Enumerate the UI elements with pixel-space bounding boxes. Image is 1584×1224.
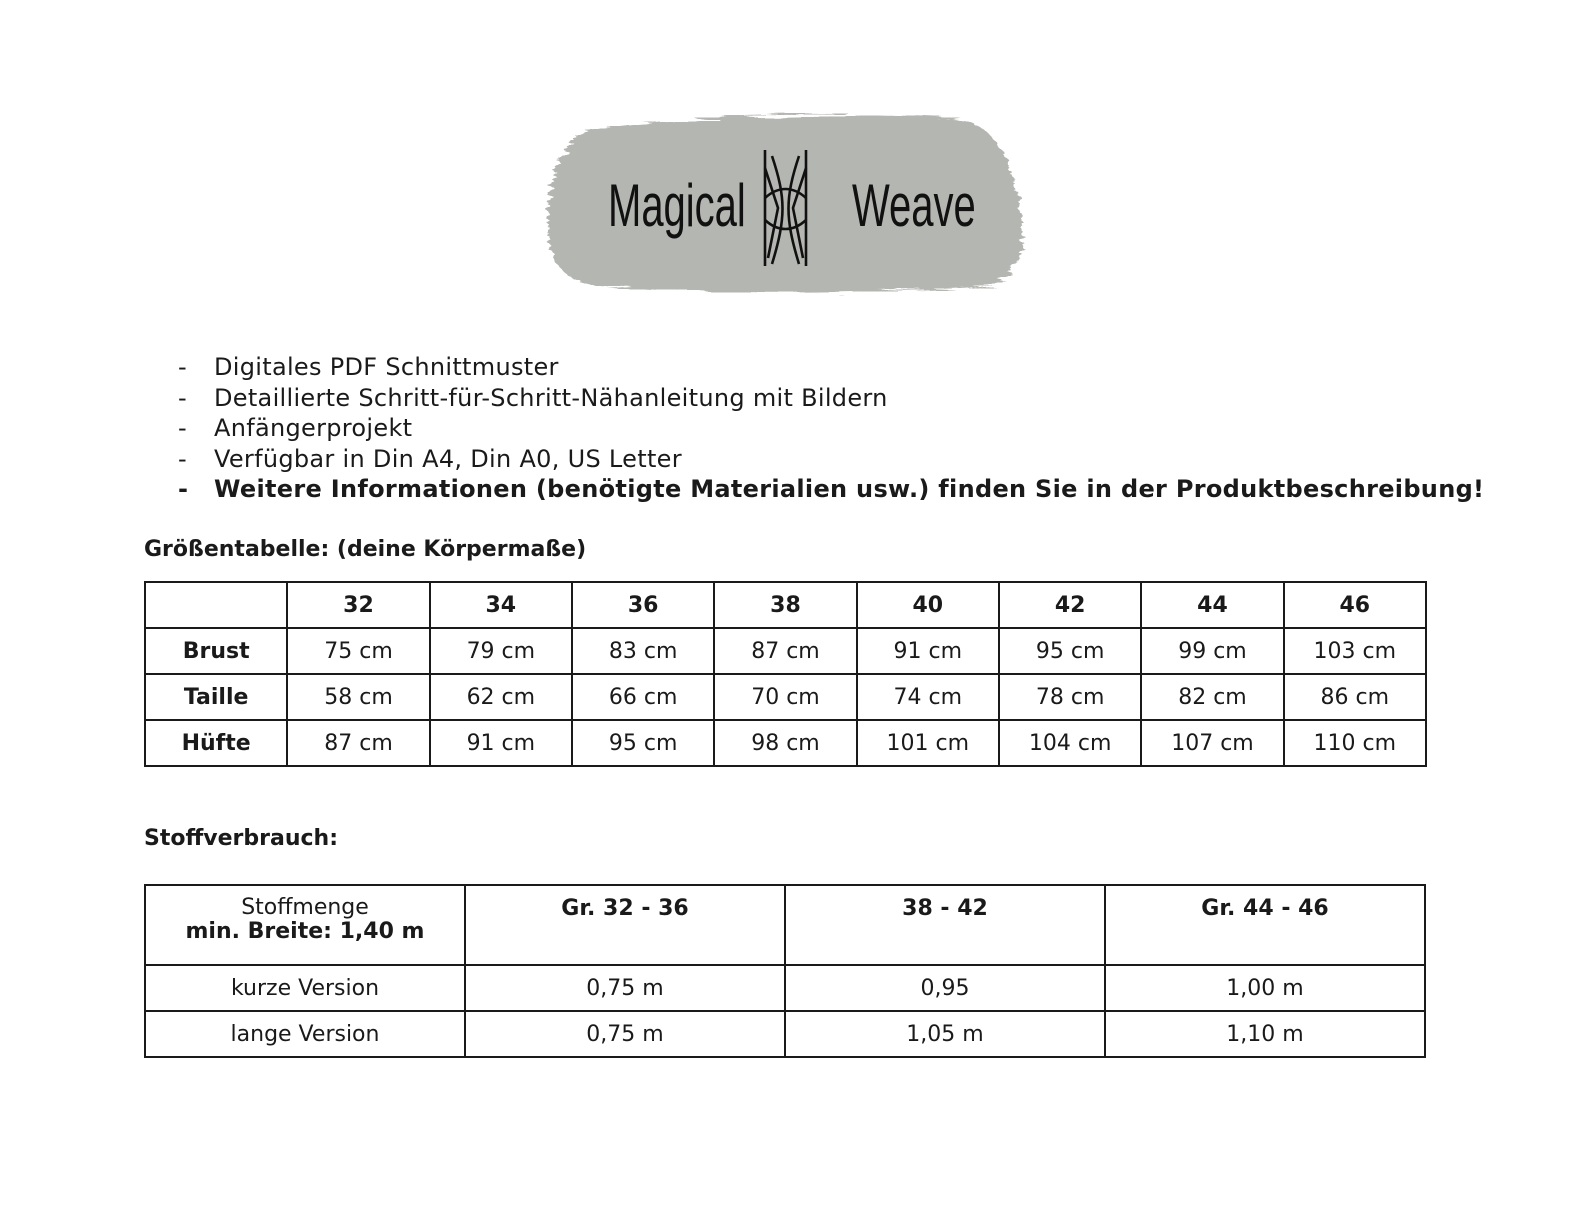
row-label: lange Version (145, 1011, 465, 1057)
size-header-cell: 44 (1141, 582, 1283, 628)
table-cell: 79 cm (430, 628, 572, 674)
table-cell: 87 cm (287, 720, 429, 766)
list-item (178, 413, 1484, 444)
table-row (145, 965, 1425, 1011)
table-cell: 95 cm (572, 720, 714, 766)
fabric-amount-label: Stoffmenge (241, 895, 369, 920)
list-item (178, 474, 1484, 505)
table-cell: 58 cm (287, 674, 429, 720)
list-dash: - (178, 383, 187, 412)
table-cell: 91 cm (430, 720, 572, 766)
table-cell: 103 cm (1284, 628, 1426, 674)
size-header-cell: 40 (857, 582, 999, 628)
list-item (178, 383, 1484, 414)
row-label: Brust (145, 628, 287, 674)
table-cell: 95 cm (999, 628, 1141, 674)
list-dash: - (178, 475, 189, 503)
table-cell: 74 cm (857, 674, 999, 720)
table-row (145, 628, 1426, 674)
size-range-header: Gr. 44 - 46 (1105, 885, 1425, 965)
list-dash: - (178, 353, 187, 381)
table-cell: 70 cm (714, 674, 856, 720)
feature-list (178, 352, 1484, 505)
table-cell: 87 cm (714, 628, 856, 674)
table-cell: 104 cm (999, 720, 1141, 766)
table-cell: 110 cm (1284, 720, 1426, 766)
list-item-text: Digitales PDF Schnittmuster (214, 353, 559, 381)
list-item-text: Verfügbar in Din A4, Din A0, US Letter (214, 444, 682, 473)
table-cell: 82 cm (1141, 674, 1283, 720)
row-label: Hüfte (145, 720, 287, 766)
size-header-cell: 36 (572, 582, 714, 628)
table-cell: 107 cm (1141, 720, 1283, 766)
table-cell: 0,95 (785, 965, 1105, 1011)
logo-text-right: Weave (852, 171, 976, 239)
table-cell: 1,10 m (1105, 1011, 1425, 1057)
table-cell: 66 cm (572, 674, 714, 720)
table-cell: 98 cm (714, 720, 856, 766)
fabric-head-label-cell (145, 885, 465, 965)
logo-text-left: Magical (608, 171, 746, 239)
table-cell: 1,00 m (1105, 965, 1425, 1011)
table-cell: 91 cm (857, 628, 999, 674)
size-header-cell: 42 (999, 582, 1141, 628)
row-label: Taille (145, 674, 287, 720)
list-item-text: Weitere Informationen (benötigte Materialien usw.) finden Sie in der Produktbeschreibung! (214, 475, 1485, 503)
table-row (145, 674, 1426, 720)
table-corner-cell (145, 582, 287, 628)
table-cell: 86 cm (1284, 674, 1426, 720)
table-cell: 0,75 m (465, 1011, 785, 1057)
table-cell: 78 cm (999, 674, 1141, 720)
list-item-text: Detaillierte Schritt-für-Schritt-Nähanleitung mit Bildern (214, 383, 888, 412)
fabric-table-title: Stoffverbrauch: (144, 826, 339, 851)
size-range-header: Gr. 32 - 36 (465, 885, 785, 965)
table-cell: 62 cm (430, 674, 572, 720)
min-width-label: min. Breite: 1,40 m (185, 919, 425, 944)
table-cell: 0,75 m (465, 965, 785, 1011)
size-range-header: 38 - 42 (785, 885, 1105, 965)
row-label: kurze Version (145, 965, 465, 1011)
table-row (145, 720, 1426, 766)
size-header-cell: 38 (714, 582, 856, 628)
size-table (144, 581, 1427, 767)
table-cell: 1,05 m (785, 1011, 1105, 1057)
table-header-row (145, 582, 1426, 628)
list-item-text: Anfängerprojekt (214, 414, 413, 442)
list-item (178, 352, 1484, 383)
table-cell: 101 cm (857, 720, 999, 766)
table-cell: 83 cm (572, 628, 714, 674)
list-item (178, 444, 1484, 475)
size-header-cell: 32 (287, 582, 429, 628)
size-table-title: Größentabelle: (deine Körpermaße) (144, 537, 587, 562)
table-row (145, 1011, 1425, 1057)
magical-weave-logo (540, 108, 1030, 298)
table-header-row (145, 885, 1425, 965)
size-header-cell: 46 (1284, 582, 1426, 628)
size-header-cell: 34 (430, 582, 572, 628)
fabric-table (144, 884, 1426, 1058)
table-cell: 99 cm (1141, 628, 1283, 674)
list-dash: - (178, 414, 187, 442)
list-dash: - (178, 444, 187, 473)
table-cell: 75 cm (287, 628, 429, 674)
